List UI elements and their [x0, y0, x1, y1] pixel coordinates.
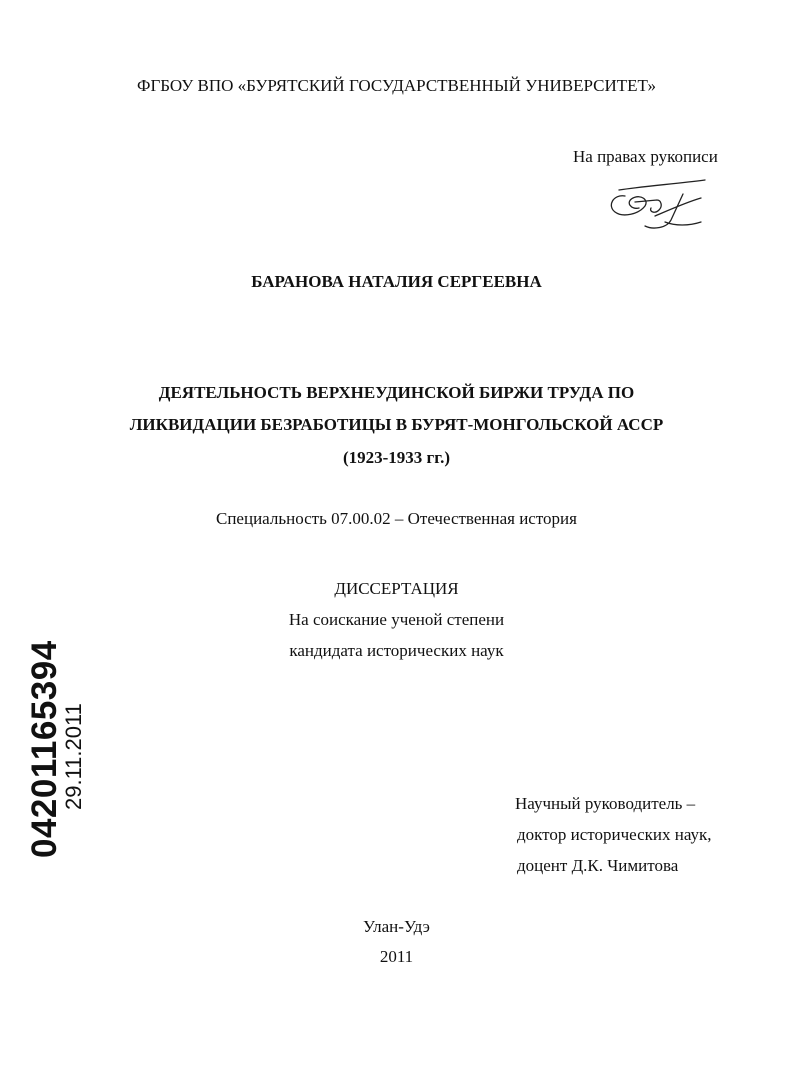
year: 2011: [379, 947, 414, 966]
specialty: Специальность 07.00.02 – Отечественная история: [216, 509, 577, 528]
title-line-2: ЛИКВИДАЦИИ БЕЗРАБОТИЦЫ В БУРЯТ-МОНГОЛЬСКОЙ АССР: [129, 415, 664, 434]
city: Улан-Удэ: [363, 917, 430, 936]
author-name: БАРАНОВА НАТАЛИЯ СЕРГЕЕВНА: [251, 272, 542, 291]
supervisor-line-3: доцент Д.К. Чимитова: [517, 856, 679, 875]
library-stamp: [25, 640, 86, 858]
stamp-date: 29.11.2011: [61, 703, 86, 810]
supervisor-line-2: доктор исторических наук,: [517, 825, 712, 844]
stamp-number: 04201165394: [25, 640, 64, 858]
manuscript-rights-note: На правах рукописи: [573, 147, 718, 166]
degree-line-2: кандидата исторических наук: [289, 641, 504, 660]
supervisor-line-1: Научный руководитель –: [515, 794, 696, 813]
institution-header: ФГБОУ ВПО «БУРЯТСКИЙ ГОСУДАРСТВЕННЫЙ УНИВЕРСИТЕТ»: [137, 76, 656, 95]
signature-icon: [605, 176, 720, 236]
title-line-3: (1923-1933 гг.): [342, 448, 450, 467]
degree-line-1: На соискание ученой степени: [288, 610, 505, 629]
title-line-1: ДЕЯТЕЛЬНОСТЬ ВЕРХНЕУДИНСКОЙ БИРЖИ ТРУДА ПО: [158, 383, 635, 402]
dissertation-label: ДИССЕРТАЦИЯ: [334, 579, 459, 598]
